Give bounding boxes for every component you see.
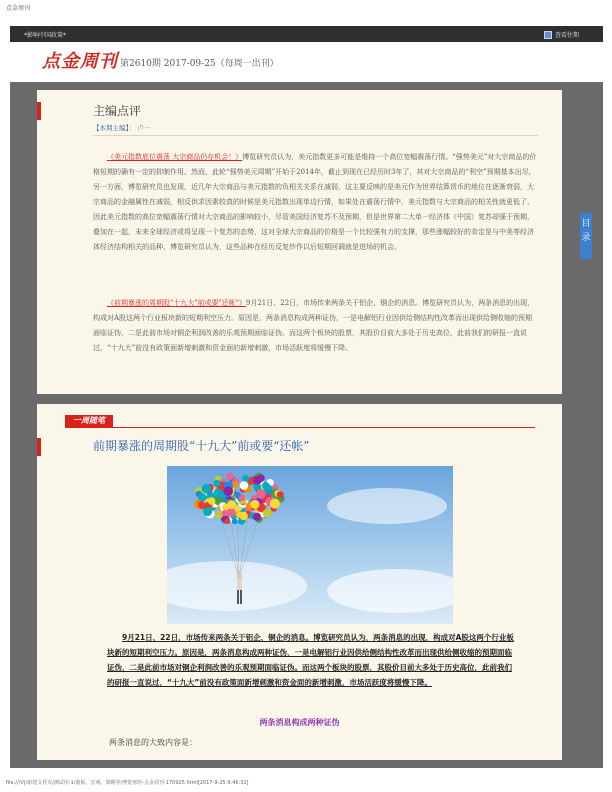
balloon (223, 486, 233, 496)
article-link-1[interactable]: 《美元指数底位震荡 大宗商品仍存机会！》 (107, 153, 243, 161)
balloon (262, 482, 269, 489)
balloon (208, 497, 216, 505)
balloon (213, 480, 220, 487)
balloon (256, 489, 266, 499)
policy-ribbon: *影响中国政策* (24, 32, 67, 39)
editor-tag: 【本期主编】： (93, 124, 136, 132)
weekly-bar (65, 415, 535, 428)
editor-name: 卢一 (137, 124, 151, 132)
editor-line (93, 123, 150, 132)
print-footer: file:///V|/新建文件夹/测试用-1/曲板、宏观、策略等/博览财经-点金周刊-170925.html[2017-9-25 9:46:32] (6, 780, 249, 786)
balloon (203, 507, 212, 516)
issue-info: 第2610期 2017-09-25（每周一出刊） (120, 59, 279, 69)
balloon (240, 481, 249, 490)
article-title: 前期暴涨的周期股“十九大”前或要“还帐” (93, 439, 310, 453)
article-body: 9月21日、22日，市场传来两条关于铝企、铜企的消息。博览研究员认为，两条消息的出现，构成对A股这两个行业板块新的短期利空压力。原因是，两条消息构成两种证伪，一是电解铝行业因供给侧结构性改革而出现供给侧收缩的预期面临证伪，二是此前市场对铜企利润改善的乐观预期面临证伪。而这两个板块的股票，其股价目前大多处于历史高位，此前我们的研报一直说过，“十九大”前没有政策面新增刺激和资金面的新增刺激，市场活跃度将缓慢下降。 (107, 633, 514, 687)
archive-label: 查看往期 (554, 32, 579, 39)
balloon (253, 513, 261, 521)
editorial-text-2: 9月21日、22日，市场传来两条关于铝企、铜企的消息。博览研究员认为，两条消息的出现，构成对A股这两个行业板块新的短期利空压力。原因是，两条消息构成两种证伪，一是电解铝行业因供给侧结构性改革而出现供给侧收缩的预期面临证伪，二是此前市场对铜企利润改善的乐观预期面临证伪。而这两个板块的股票，其股价目前大多处于历史高位，此前我们的研报一直说过，“十九大”前没有政策面新增刺激和资金面的新增刺激，市场活跃度将缓慢下降。 (93, 299, 535, 352)
balloon (227, 500, 236, 509)
print-header: 点金周刊 (6, 5, 31, 12)
top-toolbar (10, 26, 603, 42)
editorial-title: 主编点评 (93, 104, 142, 118)
section-marker (37, 438, 41, 456)
section-marker (37, 102, 41, 120)
balloon (198, 493, 206, 501)
balloon (270, 499, 280, 509)
balloon (257, 474, 265, 482)
article-link-2[interactable]: 《前期暴涨的周期股"十九大"前或要"还帐"》 (107, 299, 246, 307)
article-subhead: 两条消息构成两种证伪 (259, 718, 340, 727)
balloon (239, 495, 245, 501)
balloon (224, 518, 230, 524)
balloons-photo (167, 466, 453, 624)
balloons-illustration (167, 466, 453, 624)
brand-logo: 点金周刊 (42, 51, 118, 72)
balloon (215, 511, 223, 519)
balloon (202, 484, 212, 494)
balloon (277, 491, 284, 498)
balloon (213, 489, 222, 498)
balloon (232, 482, 238, 488)
balloon (236, 512, 242, 518)
balloon (263, 508, 272, 517)
weekly-label: 一周随笔 (65, 415, 113, 427)
archive-link[interactable] (544, 30, 579, 39)
editorial-paragraph-1 (93, 150, 538, 255)
archive-icon (544, 31, 552, 39)
balloon (226, 473, 233, 480)
content-intro: 两条消息的大致内容是： (109, 738, 197, 747)
weekly-panel (37, 404, 562, 760)
toc-tab[interactable]: 目录 (580, 213, 592, 259)
balloon (250, 500, 259, 509)
editorial-panel (37, 90, 562, 394)
balloon (222, 510, 228, 516)
divider (93, 135, 538, 136)
editorial-paragraph-2 (93, 296, 538, 356)
balloon (242, 475, 249, 482)
editorial-text-1: 博览研究员认为，美元指数更多可能是维持一个高位宽幅震荡行情。“强势美元”对大宗商品的价格短期的确有一定的抑制作用。然而，此轮“强势美元周期”开始于2014年，截止到现在已经历时3年了，其对大宗商品的“利空”预期基本出尽，另一方面，博览研究员也发现，近几年大宗商品与美元指数的负相关关系在减弱，这主要反映的是美元作为世界结算货币的地位在逐渐衰弱，大宗商品的金融属性在减弱，相反供求因素较真的时候是美元指数出现单边行情，如果处在震荡行情中，美元指数与大宗商品的相关性就更低了，因此美元指数的高位宽幅震荡行情对大宗商品的影响较小，尽管美国经济复苏不及预期，但是世界第二大单一经济体（中国）复苏却强于预期，叠加在一起，未来全球经济或将呈现一个复苏的态势，这对全球大宗商品的价格是一个比较强有力的支撑，那些涨幅较好的肯定是与中美等经济体经济结构相关的品种，博览研究员认为，这些品种在经历反复炒作以后短期回调就是进场的机会。 (93, 153, 537, 251)
masthead (10, 42, 603, 82)
